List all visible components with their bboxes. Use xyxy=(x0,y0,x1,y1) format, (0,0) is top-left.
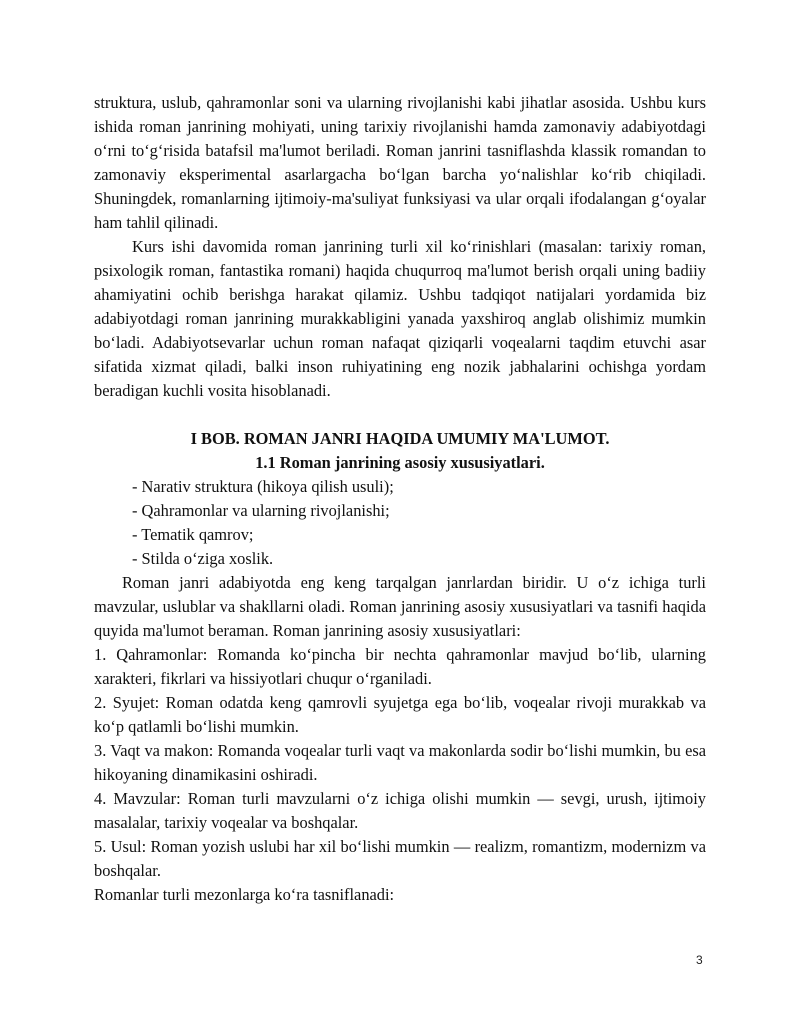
numbered-item: 5. Usul: Roman yozish uslubi har xil bo‘lishi mumkin — realizm, romantizm, modernizm va boshqalar. xyxy=(94,837,706,880)
closing-line: Romanlar turli mezonlarga ko‘ra tasniflanadi: xyxy=(94,885,395,904)
document-page xyxy=(94,91,706,907)
numbered-item: 4. Mavzular: Roman turli mavzularni o‘z ichiga olishi mumkin — sevgi, urush, ijtimoiy masalalar, tarixiy voqealar va boshqalar. xyxy=(94,789,706,832)
chapter-title: I BOB. ROMAN JANRI HAQIDA UMUMIY MA'LUMOT. xyxy=(190,429,610,448)
feature-item: - Tematik qamrov; xyxy=(132,525,254,544)
page-number: 3 xyxy=(696,953,703,967)
body-paragraph: Roman janri adabiyotda eng keng tarqalgan janrlardan biridir. U o‘z ichiga turli mavzular, uslublar va shakllarni oladi. Roman janrining asosiy xususiyatlari va tasnifi haqida quyida ma'lumot beraman. Roman janrining asosiy xususiyatlari: xyxy=(94,573,706,640)
section-title: 1.1 Roman janrining asosiy xususiyatlari. xyxy=(255,453,545,472)
features-list xyxy=(94,475,706,571)
feature-item: - Narativ struktura (hikoya qilish usuli); xyxy=(132,477,394,496)
numbered-item: 2. Syujet: Roman odatda keng qamrovli syujetga ega bo‘lib, voqealar rivoji murakkab va ko‘p qatlamli bo‘lishi mumkin. xyxy=(94,693,706,736)
numbered-item: 3. Vaqt va makon: Romanda voqealar turli vaqt va makonlarda sodir bo‘lishi mumkin, bu esa hikoyaning dinamikasini oshiradi. xyxy=(94,741,706,784)
numbered-item: 1. Qahramonlar: Romanda ko‘pincha bir nechta qahramonlar mavjud bo‘lib, ularning xarakteri, fikrlari va hissiyotlari chuqur o‘rganiladi. xyxy=(94,645,706,688)
feature-item: - Stilda o‘ziga xoslik. xyxy=(132,549,274,568)
feature-item: - Qahramonlar va ularning rivojlanishi; xyxy=(132,501,390,520)
intro-paragraph-1: struktura, uslub, qahramonlar soni va ularning rivojlanishi kabi jihatlar asosida. Ushbu kurs ishida roman janrining mohiyati, uning tarixiy rivojlanishi hamda zamonaviy adabiyotdagi o‘rni to‘g‘risida batafsil ma'lumot beriladi. Roman janrini tasniflashda klassik romandan to zamonaviy eksperimental asarlargacha bo‘lgan barcha yo‘nalishlar ko‘rib chiqiladi. Shuningdek, romanlarning ijtimoiy-ma'suliyat funksiyasi va ular orqali ifodalangan g‘oyalar ham tahlil qilinadi. xyxy=(94,93,706,232)
intro-paragraph-2: Kurs ishi davomida roman janrining turli xil ko‘rinishlari (masalan: tarixiy roman, psixologik roman, fantastika romani) haqida chuqurroq ma'lumot berish orqali uning badiiy ahamiyatini ochib berishga harakat qilamiz. Ushbu tadqiqot natijalari yordamida biz adabiyotdagi roman janrining murakkabligini yanada yaxshiroq anglab olishimiz mumkin bo‘ladi. Adabiyotsevarlar uchun roman nafaqat qiziqarli voqealarni taqdim etuvchi asar sifatida xizmat qiladi, balki inson ruhiyatining eng nozik jabhalarini ochishga yordam beradigan kuchli vosita hisoblanadi. xyxy=(94,237,706,400)
numbered-list xyxy=(94,643,706,883)
section-spacer xyxy=(94,403,706,427)
